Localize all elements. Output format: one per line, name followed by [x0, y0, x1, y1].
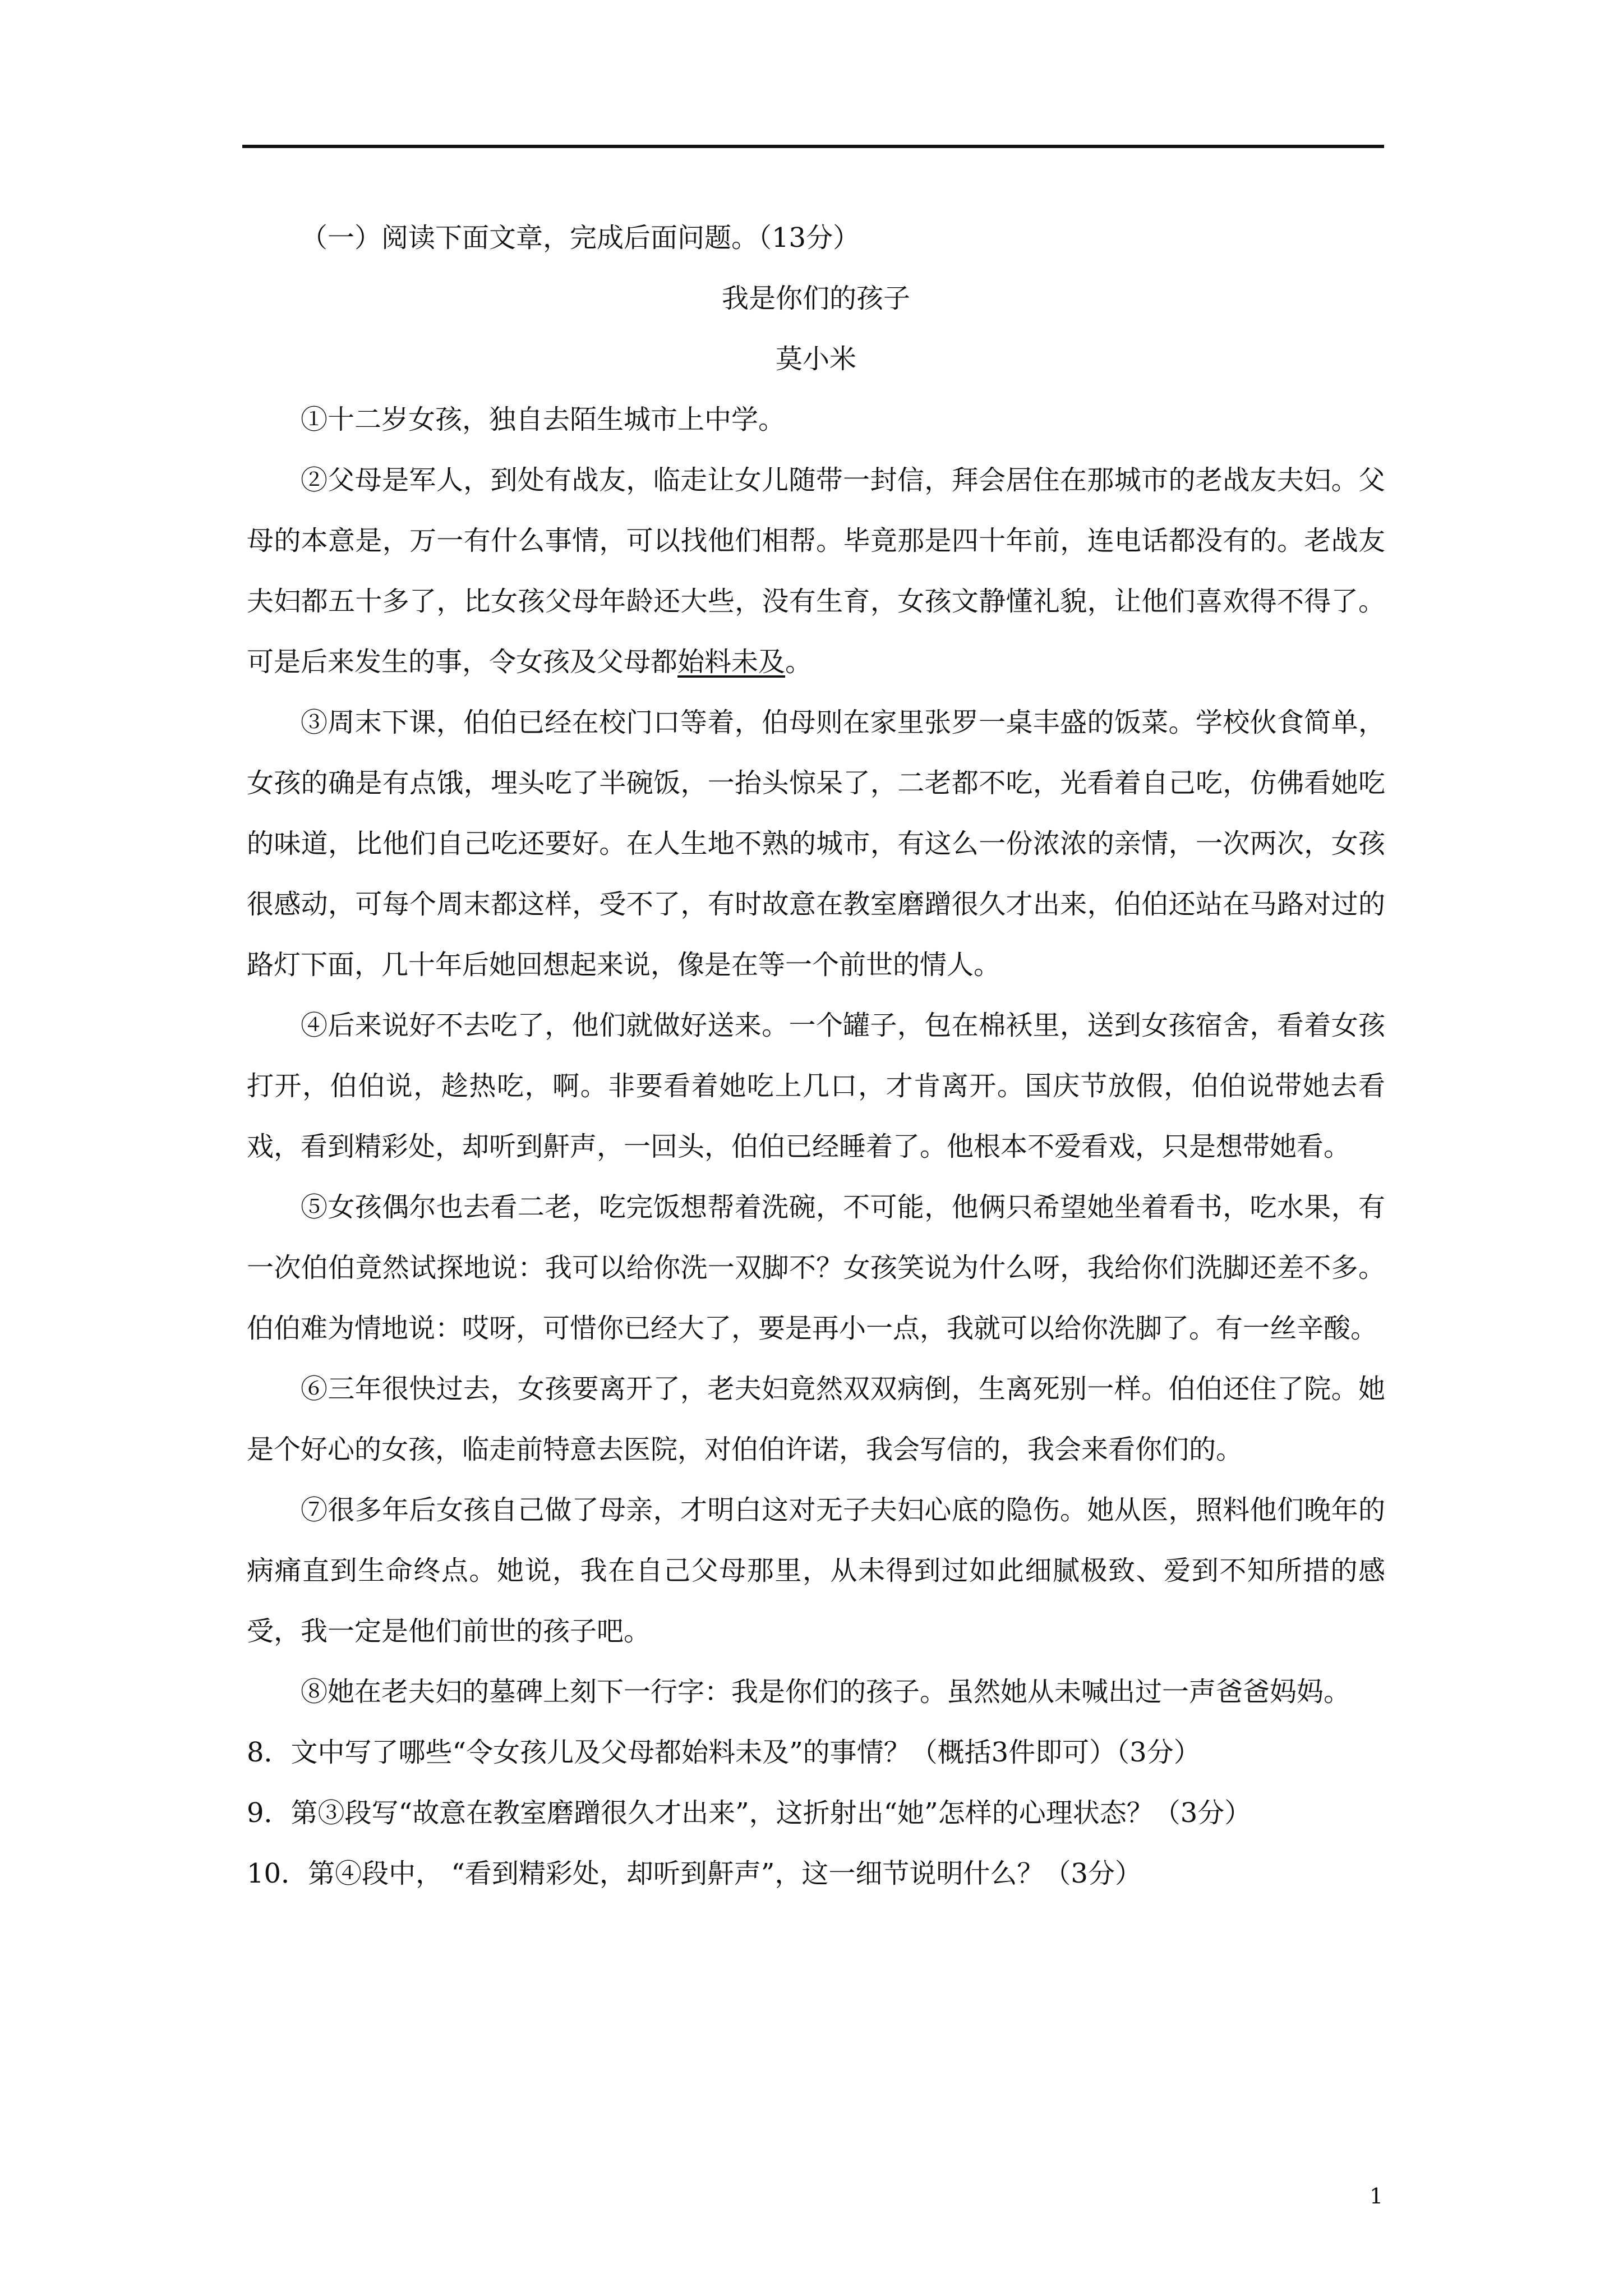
- question-10: 10．第④段中， “看到精彩处，却听到鼾声”，这一细节说明什么？（3分）: [247, 1858, 1142, 1889]
- paragraph-3: ③周末下课，伯伯已经在校门口等着，伯母则在家里张罗一桌丰盛的饭菜。学校伙食简单，女孩的确是有点饿，埋头吃了半碗饭，一抬头惊呆了，二老都不吃，光看着自己吃，仿佛看她吃的味道，比他们自己吃还要好。在人生地不熟的城市，有这么一份浓浓的亲情，一次两次，女孩很感动，可每个周末都这样，受不了，有时故意在教室磨蹭很久才出来，伯伯还站在马路对过的路灯下面，几十年后她回想起来说，像是在等一个前世的情人。: [247, 707, 1385, 981]
- header-rule: [242, 145, 1384, 148]
- paragraph-4: ④后来说好不去吃了，他们就做好送来。一个罐子，包在棉袄里，送到女孩宿舍，看着女孩打开，伯伯说，趁热吃，啊。非要看着她吃上几口，才肯离开。国庆节放假，伯伯说带她去看戏，看到精彩处，却听到鼾声，一回头，伯伯已经睡着了。他根本不爱看戏，只是想带她看。: [247, 1010, 1385, 1162]
- article-author: 莫小米: [775, 343, 856, 375]
- article-title: 我是你们的孩子: [721, 283, 910, 314]
- section-heading: （一）阅读下面文章，完成后面问题。（13分）: [301, 222, 860, 254]
- page-number: 1: [1370, 2184, 1384, 2208]
- paragraph-1: ①十二岁女孩，独自去陌生城市上中学。: [301, 404, 786, 435]
- paragraph-2-text: ②父母是军人，到处有战友，临走让女儿随带一封信，拜会居住在那城市的老战友夫妇。父母的本意是，万一有什么事情，可以找他们相帮。毕竟那是四十年前，连电话都没有的。老战友夫妇都五十多了，比女孩父母年龄还大些，没有生育，女孩文静懂礼貌，让他们喜欢得不得了。可是后来发生的事，令女孩及父母都: [247, 464, 1385, 678]
- paragraph-2-end: 。: [785, 646, 813, 678]
- paragraph-5: ⑤女孩偶尔也去看二老，吃完饭想帮着洗碗，不可能，他俩只希望她坐着看书，吃水果，有一次伯伯竟然试探地说：我可以给你洗一双脚不？女孩笑说为什么呀，我给你们洗脚还差不多。伯伯难为情地说：哎呀，可惜你已经大了，要是再小一点，我就可以给你洗脚了。有一丝辛酸。: [247, 1191, 1385, 1344]
- document-body: [247, 208, 1385, 1904]
- question-8: 8．文中写了哪些“令女孩儿及父母都始料未及”的事情？（概括3件即可）（3分）: [247, 1737, 1201, 1768]
- paragraph-7: ⑦很多年后女孩自己做了母亲，才明白这对无子夫妇心底的隐伤。她从医，照料他们晚年的病痛直到生命终点。她说，我在自己父母那里，从未得到过如此细腻极致、爱到不知所措的感受，我一定是他们前世的孩子吧。: [247, 1494, 1385, 1647]
- underlined-phrase: 始料未及: [677, 646, 786, 678]
- question-9: 9．第③段写“故意在教室磨蹭很久才出来”，这折射出“她”怎样的心理状态？（3分）: [247, 1797, 1252, 1829]
- paragraph-2: [247, 450, 1385, 692]
- paragraph-6: ⑥三年很快过去，女孩要离开了，老夫妇竟然双双病倒，生离死别一样。伯伯还住了院。她是个好心的女孩，临走前特意去医院，对伯伯许诺，我会写信的，我会来看你们的。: [247, 1373, 1385, 1465]
- paragraph-8: ⑧她在老夫妇的墓碑上刻下一行字：我是你们的孩子。虽然她从未喊出过一声爸爸妈妈。: [301, 1676, 1351, 1708]
